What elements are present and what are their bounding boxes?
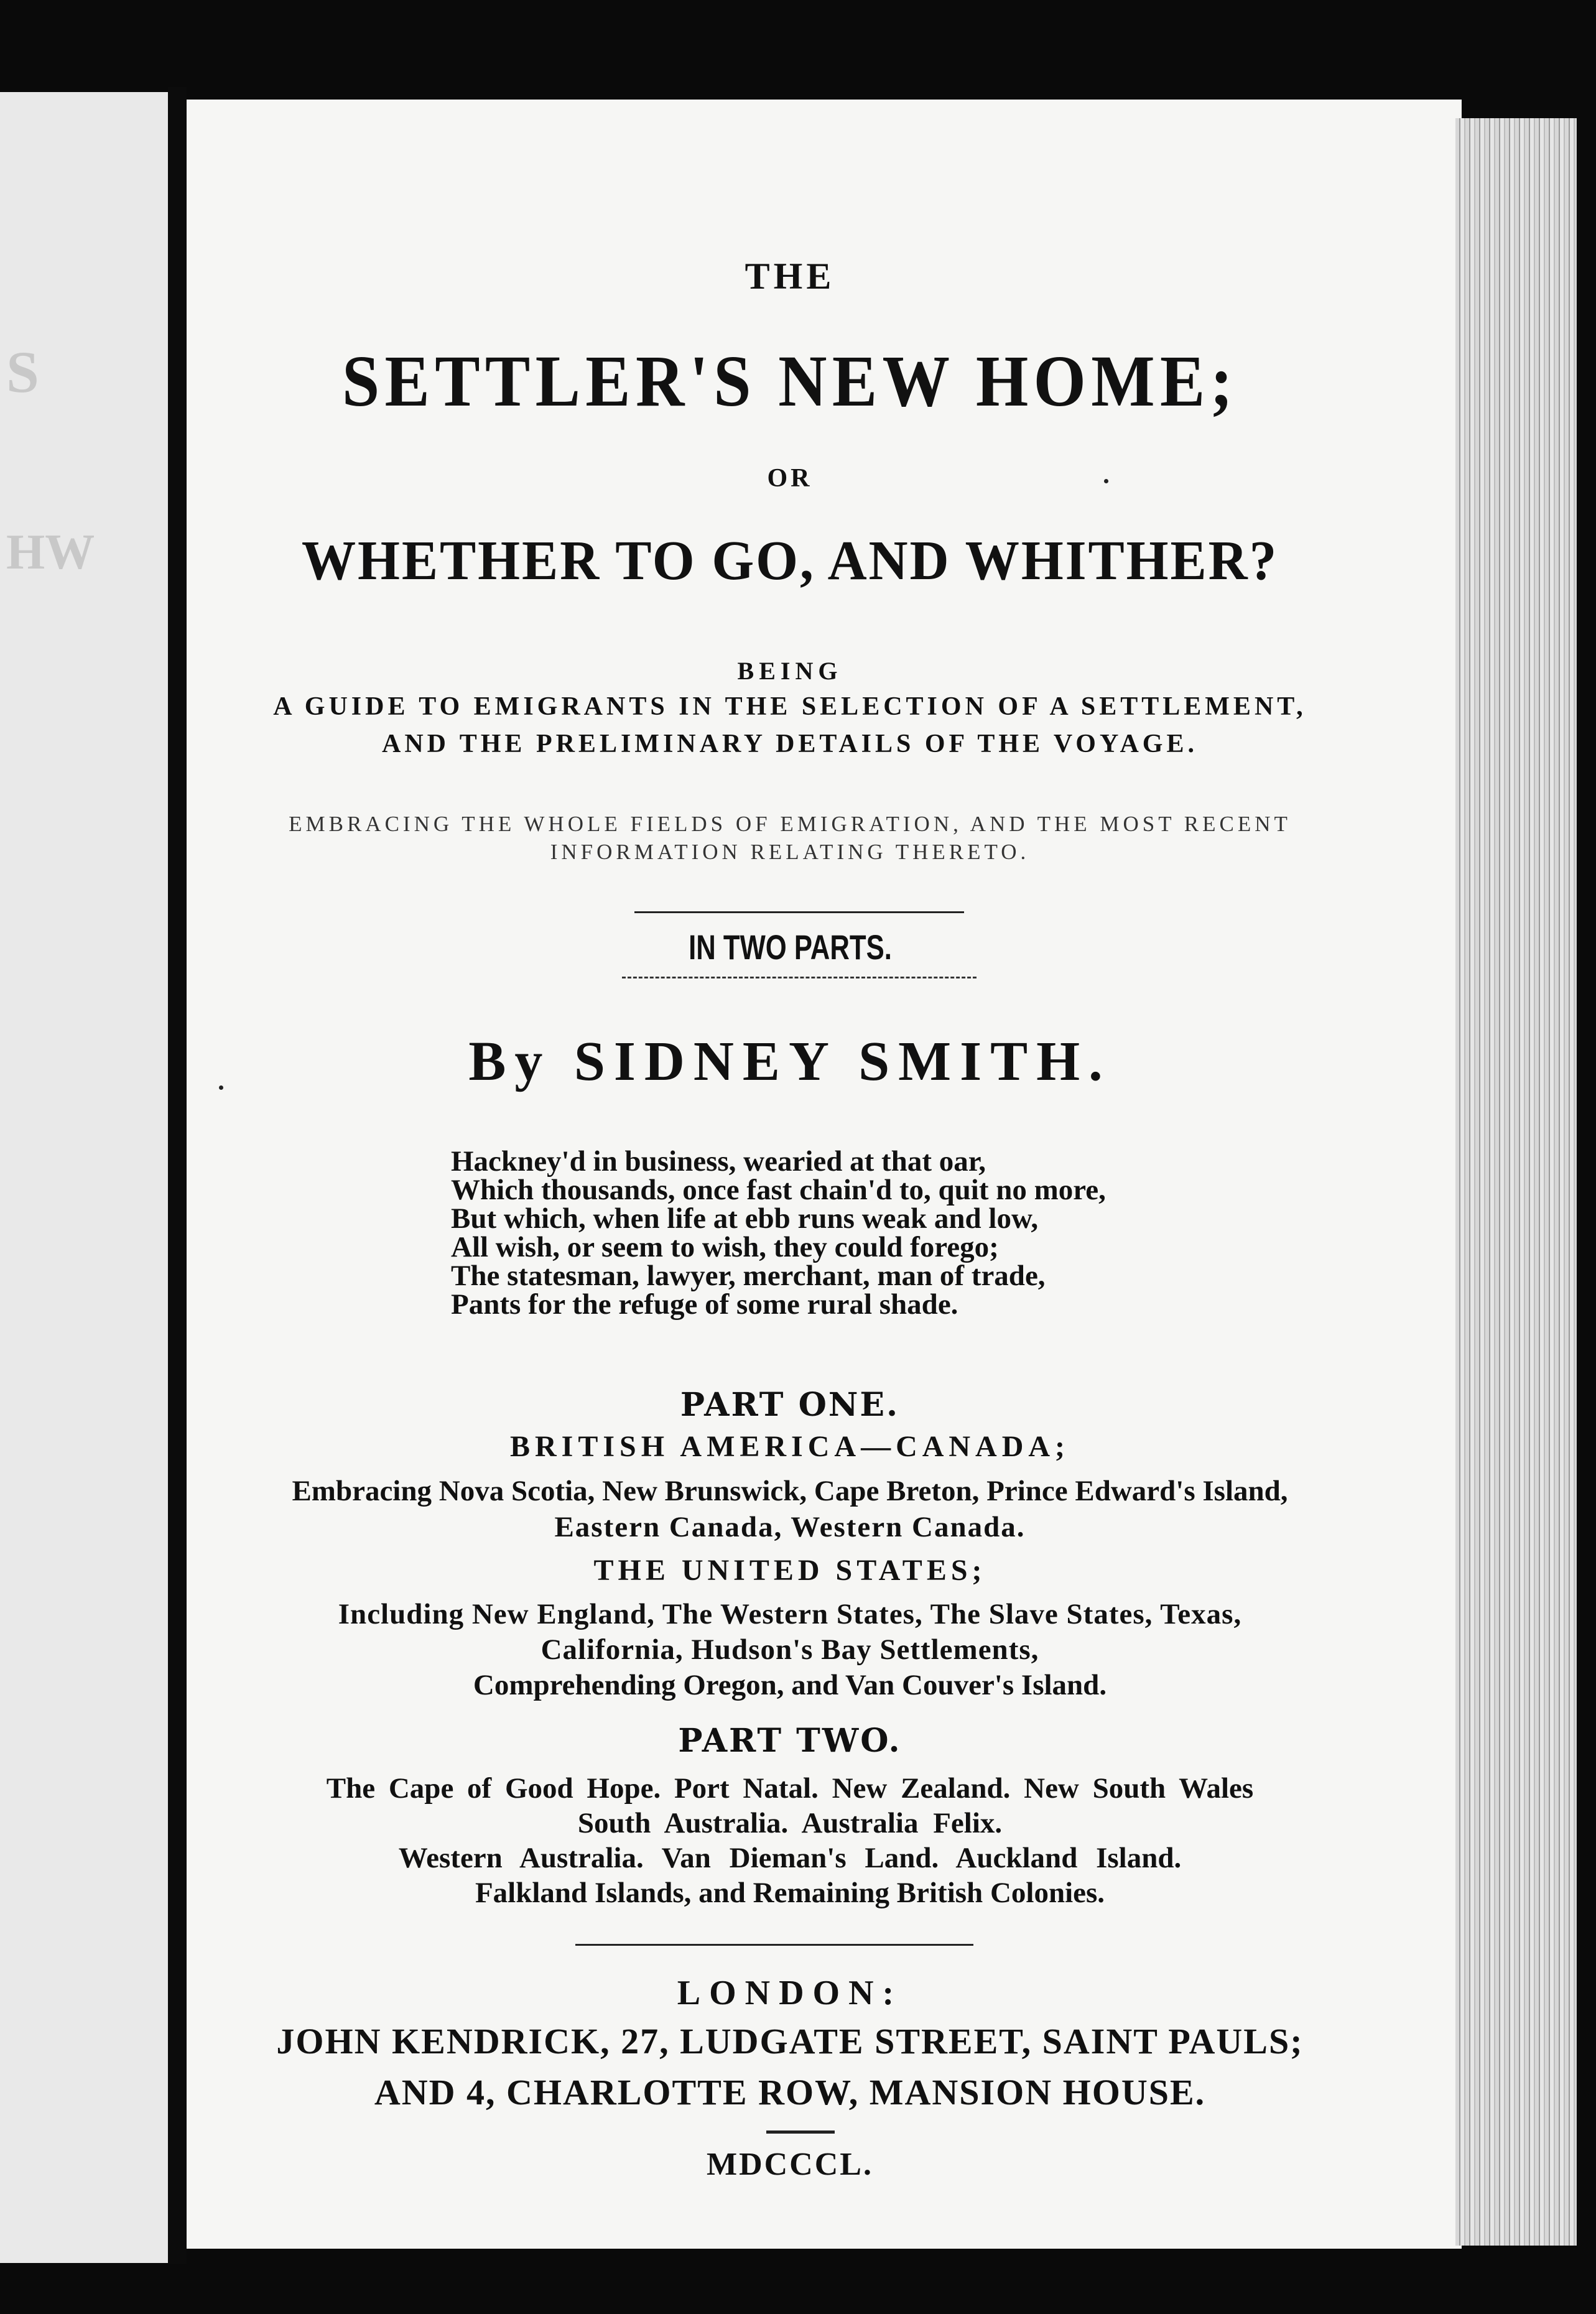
imprint-city: LONDON: bbox=[677, 1974, 903, 2012]
rule-above-imprint bbox=[575, 1944, 973, 1946]
facing-page-fragment-hw: HW bbox=[6, 525, 95, 580]
part-one-heading: PART ONE. bbox=[680, 1386, 900, 1424]
region-united-states: THE UNITED STATES; bbox=[593, 1554, 986, 1587]
region-2-line-3: Comprehending Oregon, and Van Couver's Island. bbox=[473, 1669, 1107, 1701]
embracing-line-2: INFORMATION RELATING THERETO. bbox=[550, 840, 1030, 864]
page-edges bbox=[1455, 118, 1577, 2246]
subtitle: WHETHER TO GO, AND WHITHER? bbox=[301, 530, 1279, 592]
part-two-line-4: Falkland Islands, and Remaining British Colonies. bbox=[475, 1877, 1105, 1909]
part-two-line-2: South Australia. Australia Felix. bbox=[577, 1807, 1003, 1839]
title-or: OR bbox=[767, 464, 813, 493]
region-2-line-2: California, Hudson's Bay Settlements, bbox=[541, 1633, 1039, 1666]
being: BEING bbox=[737, 657, 843, 685]
author: By SIDNEY SMITH. bbox=[468, 1031, 1111, 1092]
region-2-line-1: Including New England, The Western States, The Slave States, Texas, bbox=[338, 1598, 1242, 1630]
rule-below-parts bbox=[622, 977, 977, 978]
stray-mark bbox=[1104, 479, 1108, 483]
guide-line-1: A GUIDE TO EMIGRANTS IN THE SELECTION OF A SETTLEMENT, bbox=[273, 692, 1307, 721]
region-1-line-1: Embracing Nova Scotia, New Brunswick, Cape Breton, Prince Edward's Island, bbox=[292, 1475, 1288, 1507]
in-two-parts-wrap bbox=[361, 927, 1219, 968]
verse-line-2: Which thousands, once fast chain'd to, quit no more, bbox=[451, 1174, 1106, 1206]
rule-above-parts bbox=[634, 911, 964, 913]
region-british-america: BRITISH AMERICA—CANADA; bbox=[509, 1430, 1070, 1463]
facing-page-fragment-s: S bbox=[6, 339, 39, 405]
verse-line-4: All wish, or seem to wish, they could forego; bbox=[451, 1231, 999, 1263]
verse-line-5: The statesman, lawyer, merchant, man of trade, bbox=[451, 1260, 1046, 1292]
main-title: SETTLER'S NEW HOME; bbox=[341, 340, 1238, 422]
verse-line-3: But which, when life at ebb runs weak and low, bbox=[451, 1202, 1039, 1235]
embracing-line-1: EMBRACING THE WHOLE FIELDS OF EMIGRATION, AND THE MOST RECENT bbox=[289, 812, 1291, 836]
part-two-line-1: The Cape of Good Hope. Port Natal. New Zealand. New South Wales bbox=[326, 1772, 1254, 1805]
part-two-heading: PART TWO. bbox=[678, 1722, 902, 1760]
book-gutter bbox=[168, 87, 187, 2264]
guide-line-2: AND THE PRELIMINARY DETAILS OF THE VOYAGE. bbox=[382, 730, 1198, 758]
facing-page bbox=[0, 92, 177, 2263]
stray-dot bbox=[219, 1085, 223, 1090]
region-1-line-2: Eastern Canada, Western Canada. bbox=[554, 1511, 1026, 1543]
imprint-publisher-line-2: AND 4, CHARLOTTE ROW, MANSION HOUSE. bbox=[374, 2072, 1206, 2112]
title-the: THE bbox=[745, 256, 835, 297]
imprint-publisher-line-1: JOHN KENDRICK, 27, LUDGATE STREET, SAINT PAULS; bbox=[276, 2021, 1304, 2061]
rule-above-year bbox=[766, 2130, 835, 2134]
imprint-year: MDCCCL. bbox=[707, 2147, 873, 2182]
verse-line-6: Pants for the refuge of some rural shade. bbox=[451, 1288, 958, 1321]
part-two-line-3: Western Australia. Van Dieman's Land. Auckland Island. bbox=[398, 1842, 1182, 1874]
verse-line-1: Hackney'd in business, wearied at that oar, bbox=[451, 1145, 986, 1178]
in-two-parts: IN TWO PARTS. bbox=[688, 927, 892, 967]
